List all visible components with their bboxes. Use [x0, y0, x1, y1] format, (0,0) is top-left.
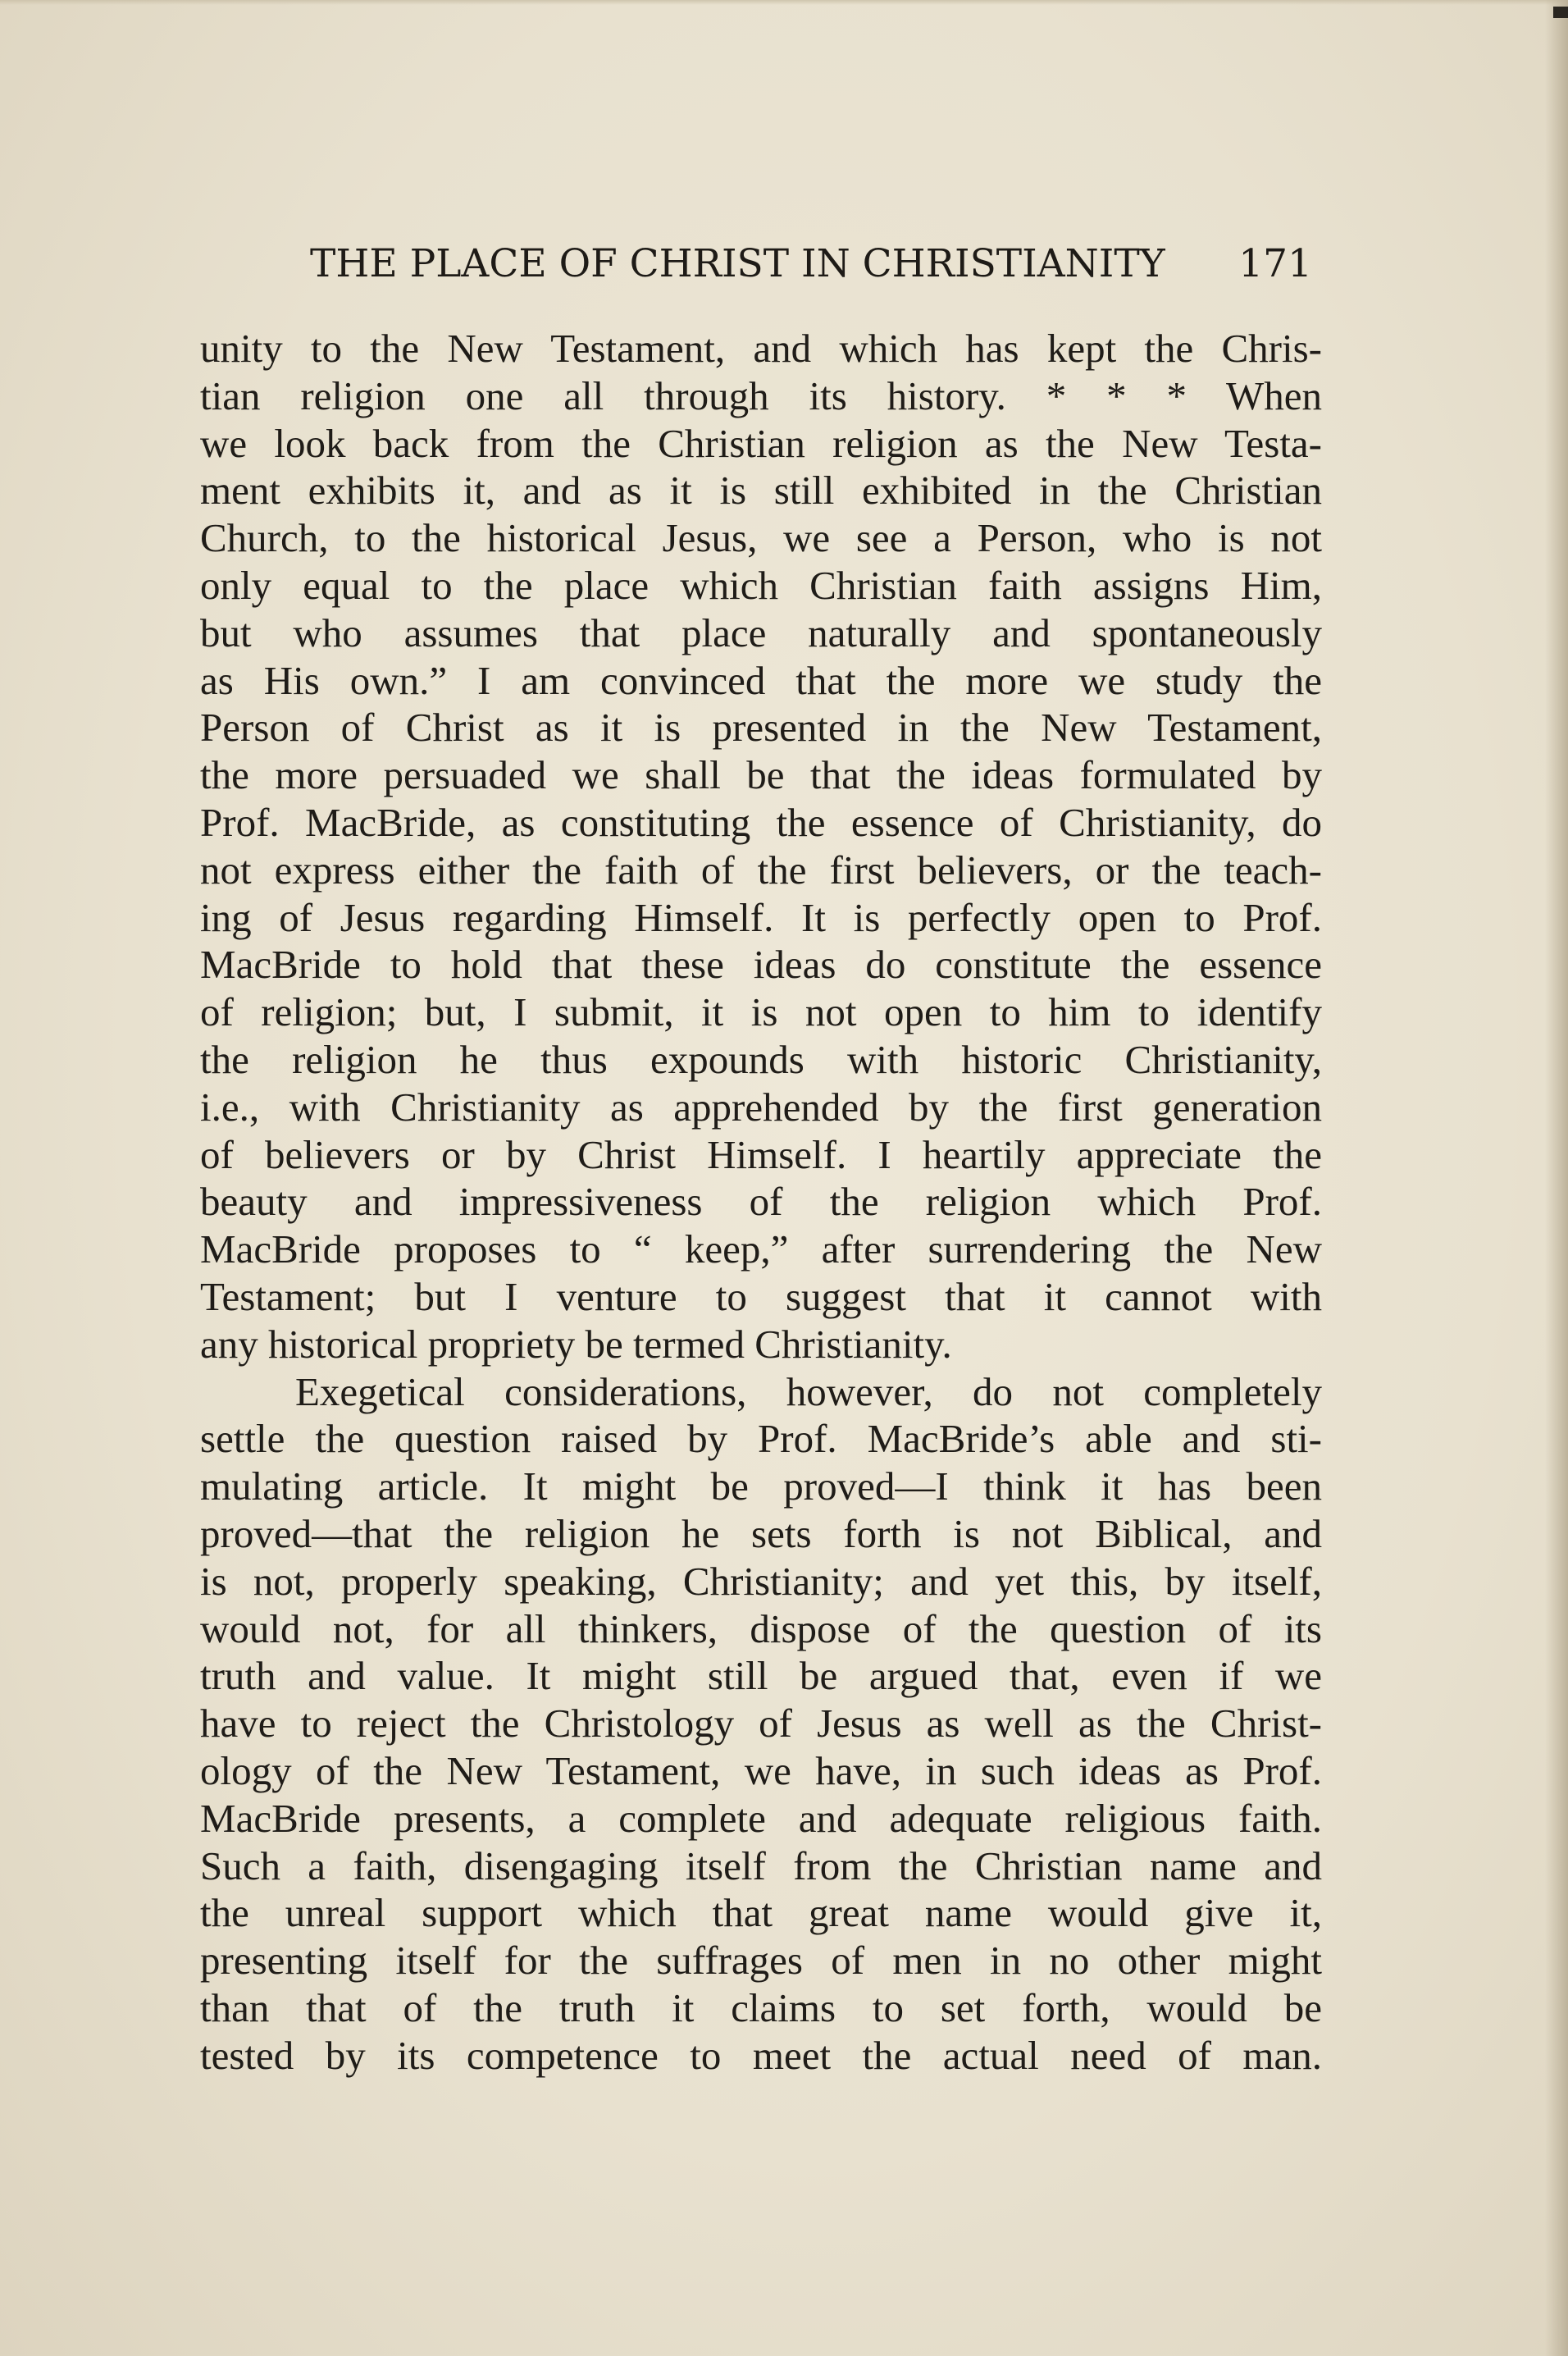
text-line: Person of Christ as it is presented in the New Testament, [200, 705, 1322, 751]
text-line: proved—that the religion he sets forth is not Biblical, and [200, 1510, 1322, 1556]
text-line: as His own.” I am convinced that the more we study the [200, 657, 1322, 703]
text-line: Such a faith, disengaging itself from the Christian name and [200, 1842, 1322, 1888]
text-line: not express either the faith of the first believers, or the teach- [200, 847, 1322, 893]
text-line: mulating article. It might be proved—I think it has been [200, 1463, 1322, 1509]
text-line: of religion; but, I submit, it is not open to him to identify [200, 989, 1322, 1035]
text-line: have to reject the Christology of Jesus as well as the Christ- [200, 1701, 1322, 1746]
text-line: we look back from the Christian religion as the New Testa- [200, 420, 1322, 466]
text-line: of believers or by Christ Himself. I heartily appreciate the [200, 1131, 1322, 1177]
text-line: beauty and impressiveness of the religion which Prof. [200, 1179, 1322, 1225]
text-line: MacBride to hold that these ideas do constitute the essence [200, 942, 1322, 988]
text-line: is not, properly speaking, Christianity; and yet this, by itself, [200, 1558, 1322, 1604]
text-line: Testament; but I venture to suggest that it cannot with [200, 1273, 1322, 1319]
text-line: only equal to the place which Christian faith assigns Him, [200, 562, 1322, 608]
text-line: ing of Jesus regarding Himself. It is perfectly open to Prof. [200, 894, 1322, 940]
text-line: Prof. MacBride, as constituting the essence of Christianity, do [200, 799, 1322, 845]
body-text [200, 325, 1322, 2079]
text-line: than that of the truth it claims to set forth, would be [200, 1984, 1322, 2030]
text-line: the more persuaded we shall be that the ideas formulated by [200, 752, 1322, 798]
text-line: i.e., with Christianity as apprehended by the first generation [200, 1084, 1322, 1130]
text-line: Church, to the historical Jesus, we see a Person, who is not [200, 515, 1322, 561]
text-line: ment exhibits it, and as it is still exhibited in the Christian [200, 468, 1322, 514]
text-line: settle the question raised by Prof. MacBride’s able and sti- [200, 1416, 1322, 1462]
text-line: presenting itself for the suffrages of men in no other might [200, 1938, 1322, 1984]
paragraph-start-line: Exegetical considerations, however, do not completely [295, 1368, 1322, 1414]
text-line: would not, for all thinkers, dispose of the question of its [200, 1605, 1322, 1651]
text-line: tian religion one all through its history. * * * When [200, 372, 1322, 418]
page-top-edge [0, 0, 1568, 5]
text-line: the unreal support which that great name would give it, [200, 1890, 1322, 1936]
running-head: THE PLACE OF CHRIST IN CHRISTIANITY [310, 241, 1165, 286]
page-header [310, 241, 1312, 299]
text-line: MacBride proposes to “ keep,” after surrendering the New [200, 1226, 1322, 1272]
page-gutter-shadow [1545, 0, 1568, 2356]
text-line: truth and value. It might still be argued that, even if we [200, 1653, 1322, 1699]
text-line: unity to the New Testament, and which has kept the Chris- [200, 326, 1322, 371]
text-line: ology of the New Testament, we have, in such ideas as Prof. [200, 1747, 1322, 1793]
text-line: the religion he thus expounds with historic Christianity, [200, 1036, 1322, 1082]
text-line: tested by its competence to meet the actual need of man. [200, 2032, 1322, 2078]
page-number: 171 [1238, 241, 1312, 286]
paragraph-end-line: any historical propriety be termed Christianity. [200, 1321, 952, 1367]
text-line: MacBride presents, a complete and adequate religious faith. [200, 1795, 1322, 1841]
text-line: but who assumes that place naturally and spontaneously [200, 610, 1322, 655]
binding-mark [1553, 7, 1568, 18]
